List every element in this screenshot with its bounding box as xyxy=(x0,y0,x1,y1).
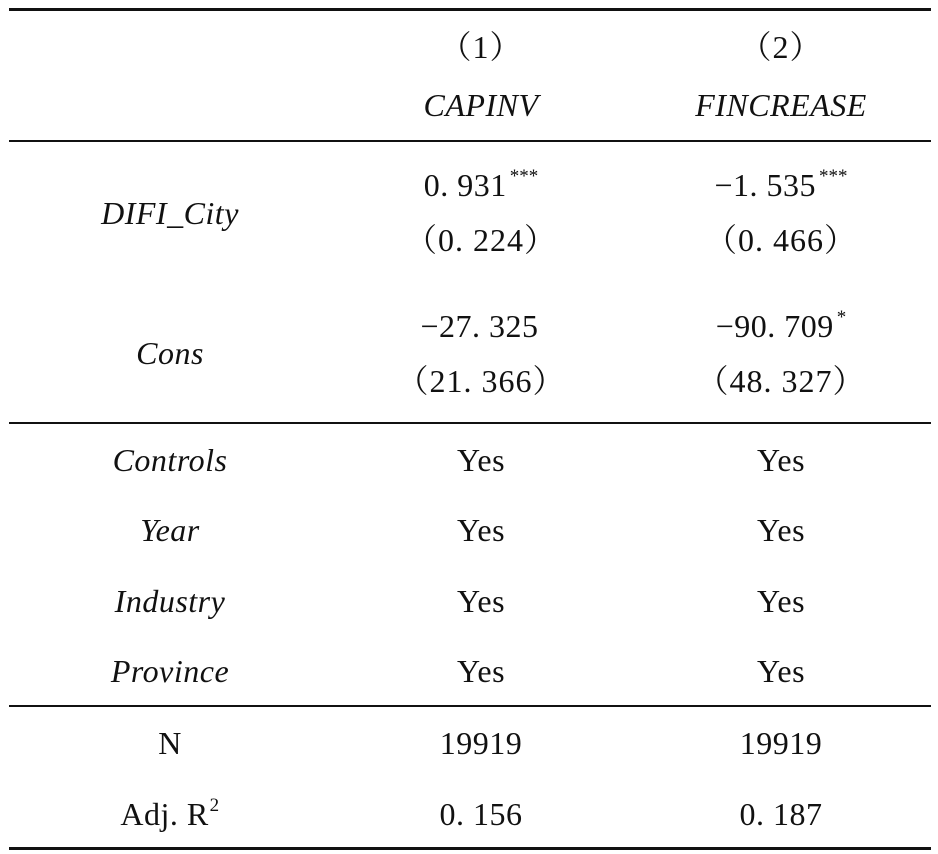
coef-value: −90. 709 xyxy=(715,308,834,344)
controls-rule xyxy=(9,705,931,707)
cons-col2-coef xyxy=(631,308,931,350)
province-col2: Yes xyxy=(756,653,806,689)
coef-value: −27. 325 xyxy=(420,308,539,344)
col2-number: （2） xyxy=(739,29,823,65)
coef-rule xyxy=(9,422,931,424)
top-rule xyxy=(9,8,931,11)
industry-col1: Yes xyxy=(456,583,506,619)
cons-col1-coef xyxy=(331,308,631,350)
difi-city-col1-coef xyxy=(331,167,631,209)
significance-stars: *** xyxy=(509,166,539,187)
adj-r-text: Adj. R xyxy=(120,796,209,832)
row-label-adj-r2 xyxy=(9,796,331,838)
significance-stars: *** xyxy=(819,166,848,187)
col2-variable: FINCREASE xyxy=(695,87,867,123)
adj-r2-col2: 0. 187 xyxy=(739,796,823,832)
industry-col2: Yes xyxy=(756,583,806,619)
n-col2: 19919 xyxy=(739,725,823,761)
difi-city-col2-coef xyxy=(631,167,931,209)
row-label-controls: Controls xyxy=(112,442,228,478)
col1-variable: CAPINV xyxy=(423,87,539,123)
year-col2: Yes xyxy=(756,512,806,548)
col1-number: （1） xyxy=(439,29,523,65)
adj-r2-col1: 0. 156 xyxy=(439,796,523,832)
province-col1: Yes xyxy=(456,653,506,689)
cons-col2-se: （48. 327） xyxy=(696,363,866,399)
row-label-year: Year xyxy=(140,512,200,548)
cons-col1-se: （21. 366） xyxy=(396,363,566,399)
n-col1: 19919 xyxy=(439,725,523,761)
coef-value: −1. 535 xyxy=(714,167,817,203)
row-label-industry: Industry xyxy=(114,583,226,619)
bottom-rule xyxy=(9,847,931,850)
coef-value: 0. 931 xyxy=(423,167,507,203)
controls-col2: Yes xyxy=(756,442,806,478)
row-label-difi-city: DIFI_City xyxy=(101,195,239,231)
difi-city-col2-se: （0. 466） xyxy=(704,222,857,258)
difi-city-col1-se: （0. 224） xyxy=(404,222,557,258)
header-rule xyxy=(9,140,931,142)
row-label-province: Province xyxy=(110,653,230,689)
squared-superscript: 2 xyxy=(209,795,220,816)
year-col1: Yes xyxy=(456,512,506,548)
significance-stars: * xyxy=(836,307,847,328)
row-label-n: N xyxy=(158,725,182,761)
row-label-cons: Cons xyxy=(136,335,204,371)
controls-col1: Yes xyxy=(456,442,506,478)
